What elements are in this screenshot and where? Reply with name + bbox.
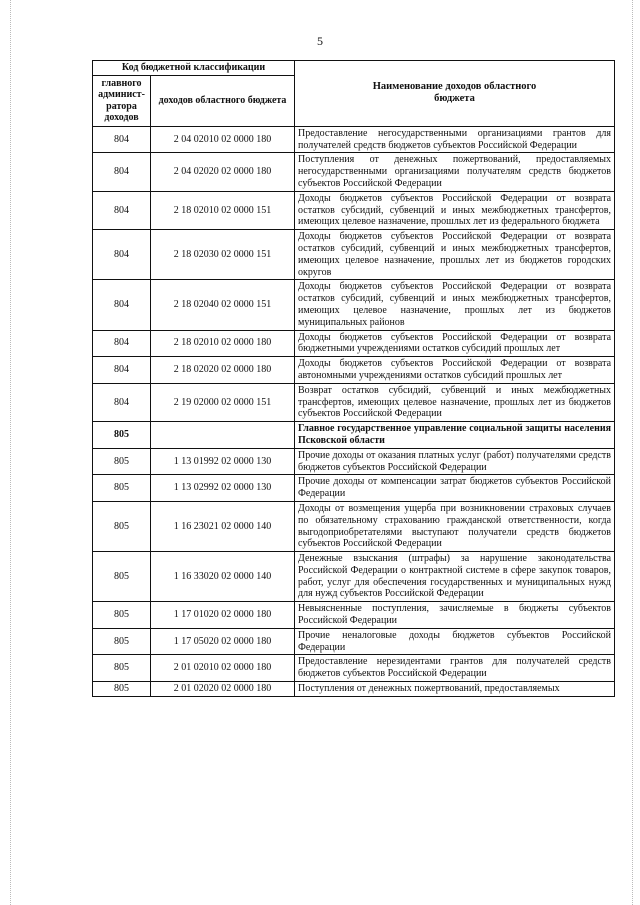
header-group-classification: Код бюджетной классификации	[93, 61, 295, 76]
table-row	[93, 357, 615, 384]
cell-code: 1 16 33020 02 0000 140	[151, 552, 295, 602]
cell-code: 2 18 02040 02 0000 151	[151, 280, 295, 330]
table-body	[93, 126, 615, 696]
cell-admin: 805	[93, 682, 151, 697]
cell-admin: 805	[93, 628, 151, 655]
cell-admin: 804	[93, 280, 151, 330]
cell-name: Прочие доходы от компенсации затрат бюджетов субъектов Российской Федерации	[295, 475, 615, 502]
cell-code: 2 18 02010 02 0000 180	[151, 330, 295, 357]
scan-margin-left	[10, 0, 11, 905]
table-row	[93, 501, 615, 551]
cell-code: 2 18 02020 02 0000 180	[151, 357, 295, 384]
cell-admin: 805	[93, 422, 151, 449]
cell-code: 1 17 05020 02 0000 180	[151, 628, 295, 655]
cell-admin: 804	[93, 357, 151, 384]
cell-admin: 804	[93, 153, 151, 191]
cell-admin: 804	[93, 330, 151, 357]
cell-code: 1 16 23021 02 0000 140	[151, 501, 295, 551]
cell-code: 2 01 02020 02 0000 180	[151, 682, 295, 697]
table-row	[93, 448, 615, 475]
scan-margin-right	[632, 0, 633, 905]
cell-name: Денежные взыскания (штрафы) за нарушение законодательства Российской Федерации о контрактной системе в сфере закупок товаров, работ, услуг для обеспечения государственных и муниципальных нужд для нужд субъектов Российской Федерации	[295, 552, 615, 602]
budget-classification-table	[92, 60, 615, 697]
cell-code: 2 04 02020 02 0000 180	[151, 153, 295, 191]
header-code: доходов областного бюджета	[151, 75, 295, 126]
cell-code: 1 13 02992 02 0000 130	[151, 475, 295, 502]
table-row	[93, 126, 615, 153]
cell-name: Поступления от денежных пожертвований, предоставляемых	[295, 682, 615, 697]
cell-name: Прочие доходы от оказания платных услуг (работ) получателями средств бюджетов субъектов Российской Федерации	[295, 448, 615, 475]
table-row	[93, 330, 615, 357]
header-name-text: Наименование доходов областного бюджета	[372, 81, 537, 105]
cell-admin: 804	[93, 126, 151, 153]
table-row	[93, 655, 615, 682]
cell-name: Доходы бюджетов субъектов Российской Федерации от возврата остатков субсидий, субвенций и иных межбюджетных трансфертов, имеющих целевое назначение, прошлых лет из бюджетов муниципальных районов	[295, 280, 615, 330]
cell-code	[151, 422, 295, 449]
cell-code: 2 18 02010 02 0000 151	[151, 191, 295, 229]
cell-admin: 805	[93, 475, 151, 502]
page-number: 5	[317, 34, 323, 48]
header-admin: главного админист-ратора доходов	[93, 75, 151, 126]
table-row	[93, 628, 615, 655]
cell-name: Доходы бюджетов субъектов Российской Федерации от возврата бюджетными учреждениями остатков субсидий прошлых лет	[295, 330, 615, 357]
table-row	[93, 191, 615, 229]
table-row	[93, 383, 615, 421]
cell-admin: 805	[93, 602, 151, 629]
cell-admin: 804	[93, 191, 151, 229]
table-row	[93, 280, 615, 330]
cell-name: Предоставление негосударственными организациями грантов для получателей средств бюджетов субъектов Российской Федерации	[295, 126, 615, 153]
table-row	[93, 682, 615, 697]
cell-admin: 804	[93, 230, 151, 280]
cell-admin: 805	[93, 655, 151, 682]
header-name	[295, 61, 615, 127]
table-row	[93, 422, 615, 449]
cell-code: 2 01 02010 02 0000 180	[151, 655, 295, 682]
table-row	[93, 602, 615, 629]
cell-admin: 805	[93, 448, 151, 475]
cell-name: Доходы от возмещения ущерба при возникновении страховых случаев по обязательному страхованию гражданской ответственности, когда выгодоприобретателями выступают получатели средств бюджетов субъектов Российской Федерации	[295, 501, 615, 551]
cell-name: Поступления от денежных пожертвований, предоставляемых негосударственными организациями получателям средств бюджетов субъектов Российской Федерации	[295, 153, 615, 191]
table-row	[93, 475, 615, 502]
cell-name: Прочие неналоговые доходы бюджетов субъектов Российской Федерации	[295, 628, 615, 655]
cell-admin: 804	[93, 383, 151, 421]
cell-code: 2 04 02010 02 0000 180	[151, 126, 295, 153]
cell-name: Доходы бюджетов субъектов Российской Федерации от возврата остатков субсидий, субвенций и иных межбюджетных трансфертов, имеющих целевое назначение, прошлых лет из федерального бюджета	[295, 191, 615, 229]
cell-name: Доходы бюджетов субъектов Российской Федерации от возврата автономными учреждениями остатков субсидий прошлых лет	[295, 357, 615, 384]
cell-name: Доходы бюджетов субъектов Российской Федерации от возврата остатков субсидий, субвенций и иных межбюджетных трансфертов, имеющих целевое назначение, прошлых лет из бюджетов городских округов	[295, 230, 615, 280]
cell-name: Невыясненные поступления, зачисляемые в бюджеты субъектов Российской Федерации	[295, 602, 615, 629]
cell-code: 1 13 01992 02 0000 130	[151, 448, 295, 475]
cell-admin: 805	[93, 501, 151, 551]
cell-admin: 805	[93, 552, 151, 602]
cell-name: Главное государственное управление социальной защиты населения Псковской области	[295, 422, 615, 449]
cell-code: 1 17 01020 02 0000 180	[151, 602, 295, 629]
cell-name: Возврат остатков субсидий, субвенций и иных межбюджетных трансфертов, имеющих целевое назначение, прошлых лет из бюджетов субъектов Российской Федерации	[295, 383, 615, 421]
cell-name: Предоставление нерезидентами грантов для получателей средств бюджетов субъектов Российской Федерации	[295, 655, 615, 682]
table-row	[93, 230, 615, 280]
table-row	[93, 153, 615, 191]
cell-code: 2 19 02000 02 0000 151	[151, 383, 295, 421]
table-row	[93, 552, 615, 602]
cell-code: 2 18 02030 02 0000 151	[151, 230, 295, 280]
